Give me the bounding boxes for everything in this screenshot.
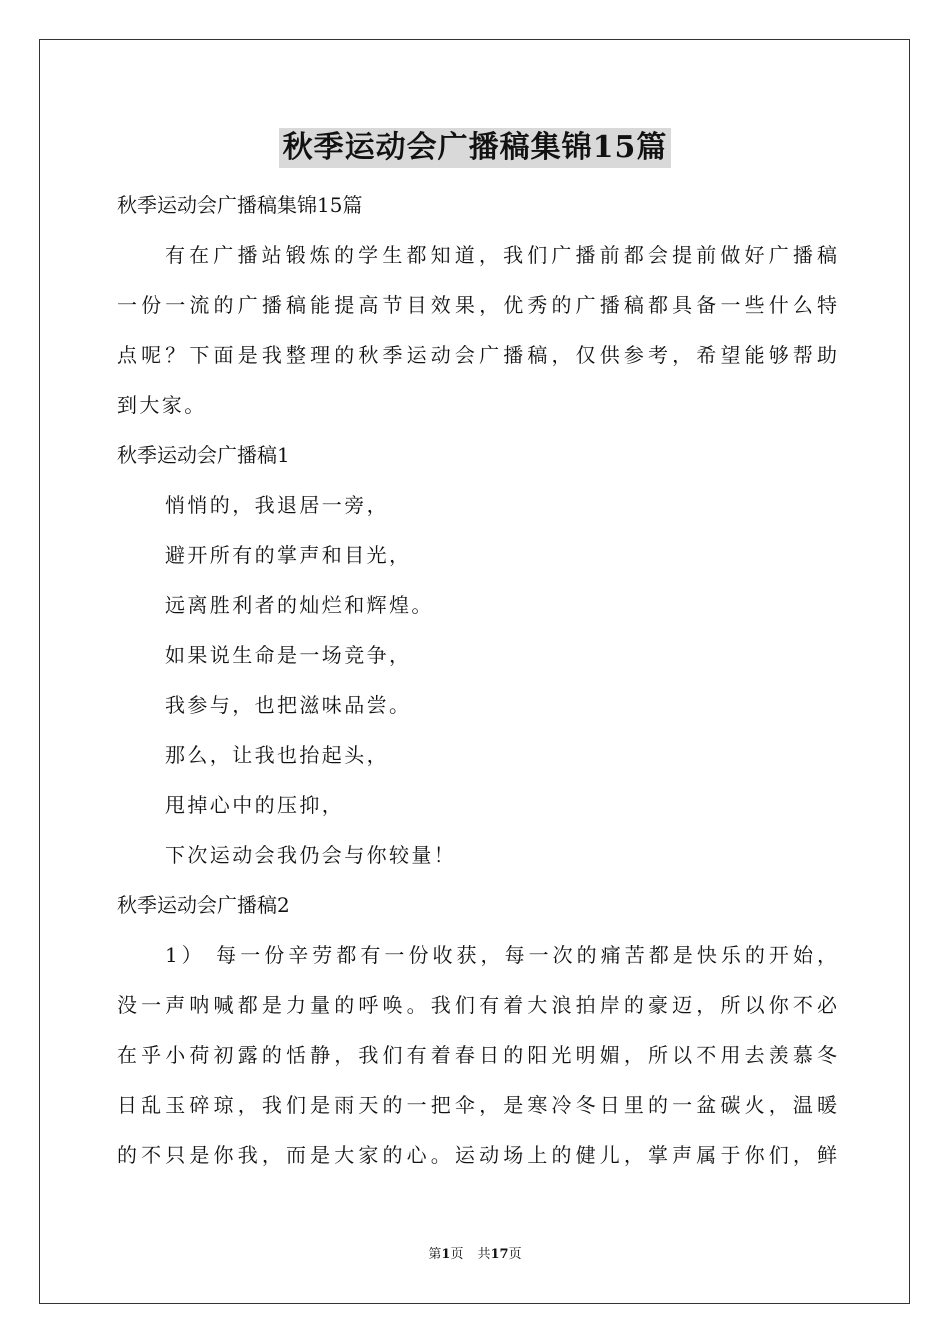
text-line: 甩掉心中的压抑，: [165, 793, 345, 817]
text-line: 悄悄的，我退居一旁，: [165, 493, 389, 517]
total-prefix: 共: [477, 1247, 491, 1262]
text-line: 在乎小荷初露的恬静，我们有着春日的阳光明媚，所以不用去羡慕冬: [117, 1043, 837, 1067]
title-container: [0, 128, 950, 168]
document-title: 秋季运动会广播稿集锦15篇: [279, 128, 672, 168]
text-line: 日乱玉碎琼，我们是雨天的一把伞，是寒冷冬日里的一盆碳火，温暖: [117, 1093, 837, 1117]
section-heading: 秋季运动会广播稿2: [117, 893, 290, 917]
section-heading: 秋季运动会广播稿集锦15篇: [117, 193, 363, 217]
page-footer: [0, 1246, 950, 1264]
text-line: 一份一流的广播稿能提高节目效果，优秀的广播稿都具备一些什么特: [117, 293, 837, 317]
text-line: 我参与，也把滋味品尝。: [165, 693, 412, 717]
text-line: 没一声呐喊都是力量的呼唤。我们有着大浪拍岸的豪迈，所以你不必: [117, 993, 837, 1017]
text-line: 点呢？下面是我整理的秋季运动会广播稿，仅供参考，希望能够帮助: [117, 343, 837, 367]
page-prefix: 第: [428, 1247, 442, 1262]
page-suffix: 页: [450, 1247, 464, 1262]
text-line: 远离胜利者的灿烂和辉煌。: [165, 593, 434, 617]
total-suffix: 页: [508, 1247, 522, 1262]
section-heading: 秋季运动会广播稿1: [117, 443, 290, 467]
text-line: 那么，让我也抬起头，: [165, 743, 389, 767]
text-line: 如果说生命是一场竞争，: [165, 643, 412, 667]
text-line: 到大家。: [117, 393, 207, 417]
text-line: 有在广播站锻炼的学生都知道，我们广播前都会提前做好广播稿: [165, 243, 837, 267]
text-line: 下次运动会我仍会与你较量！: [165, 843, 457, 867]
page-current: 1: [441, 1247, 451, 1262]
text-line: 避开所有的掌声和目光，: [165, 543, 412, 567]
document-body: [117, 180, 837, 1180]
text-line: 1） 每一份辛劳都有一份收获，每一次的痛苦都是快乐的开始，: [165, 943, 837, 967]
page-total: 17: [490, 1247, 509, 1262]
text-line: 的不只是你我，而是大家的心。运动场上的健儿，掌声属于你们，鲜: [117, 1143, 837, 1167]
